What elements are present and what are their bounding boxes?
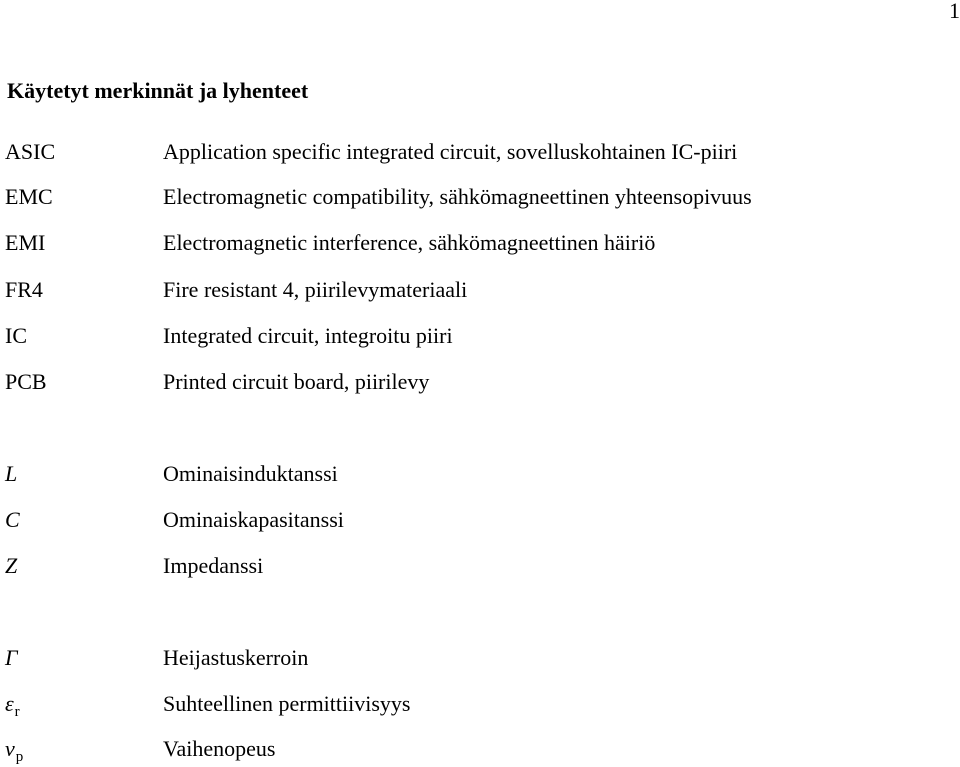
- symbol-subscript: r: [14, 704, 20, 720]
- abbreviation-definition: Printed circuit board, piirilevy: [163, 369, 430, 394]
- symbol-definition: Ominaisinduktanssi: [163, 461, 338, 486]
- symbol-definition: Ominaiskapasitanssi: [163, 507, 344, 532]
- symbol-definition: Suhteellinen permittiivisyys: [163, 691, 411, 716]
- abbreviation-definition: Electromagnetic interference, sähkömagneettinen häiriö: [163, 230, 656, 255]
- symbol-term: [5, 734, 23, 767]
- abbreviation-definition: Electromagnetic compatibility, sähkömagneettinen yhteensopivuus: [163, 184, 752, 209]
- abbreviation-term: PCB: [5, 369, 47, 394]
- symbol-term: L: [5, 461, 18, 486]
- abbreviation-term: IC: [5, 323, 27, 348]
- abbreviation-term: ASIC: [5, 139, 56, 164]
- symbol-definition: Impedanssi: [163, 553, 264, 578]
- symbol-term: [5, 689, 20, 722]
- abbreviation-definition: Fire resistant 4, piirilevymateriaali: [163, 277, 468, 302]
- symbol-definition: Vaihenopeus: [163, 736, 276, 761]
- symbol-definition: Heijastuskerroin: [163, 645, 309, 670]
- symbol-base: v: [5, 736, 15, 761]
- abbreviation-definition: Application specific integrated circuit, sovelluskohtainen IC-piiri: [163, 139, 738, 164]
- section-heading: Käytetyt merkinnät ja lyhenteet: [7, 78, 309, 103]
- symbol-term: [5, 643, 18, 673]
- symbol-term: C: [5, 507, 20, 532]
- abbreviation-term: EMC: [5, 184, 53, 209]
- symbol-base: Γ: [5, 645, 18, 670]
- symbol-subscript: p: [15, 749, 24, 765]
- abbreviation-definition: Integrated circuit, integroitu piiri: [163, 323, 453, 348]
- symbol-base: ε: [5, 691, 14, 716]
- page-number: 1: [949, 0, 960, 23]
- symbol-term: Z: [5, 553, 18, 578]
- abbreviation-term: EMI: [5, 230, 46, 255]
- abbreviation-term: FR4: [5, 277, 43, 302]
